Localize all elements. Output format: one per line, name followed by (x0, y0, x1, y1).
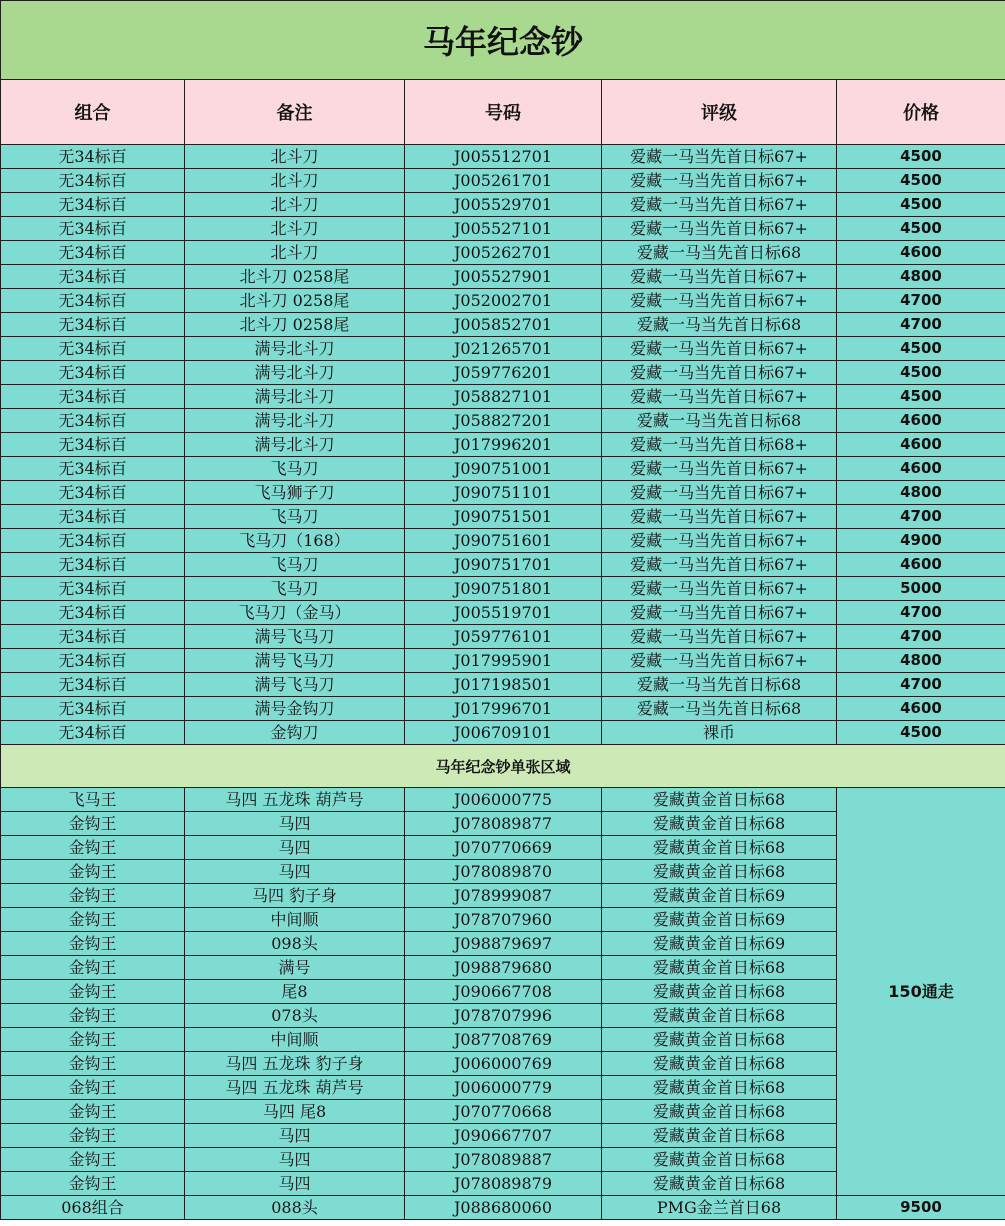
table-row (1, 193, 1005, 217)
group-cell: 无34标百 (1, 697, 185, 721)
group-cell: 无34标百 (1, 721, 185, 745)
grade-cell: 爱藏黄金首日标69 (602, 932, 837, 956)
note-cell: 马四 (185, 860, 405, 884)
note-cell: 中间顺 (185, 908, 405, 932)
note-cell: 满号飞马刀 (185, 649, 405, 673)
grade-cell: 爱藏一马当先首日标67+ (602, 289, 837, 313)
number-cell: J070770668 (405, 1100, 602, 1124)
note-cell: 满号北斗刀 (185, 409, 405, 433)
number-cell: J005261701 (405, 169, 602, 193)
number-cell: J078707960 (405, 908, 602, 932)
grade-cell: 爱藏一马当先首日标68 (602, 697, 837, 721)
table-row (1, 409, 1005, 433)
number-cell: J017996201 (405, 433, 602, 457)
number-cell: J058827201 (405, 409, 602, 433)
price-cell: 4800 (837, 649, 1005, 673)
price-cell: 4700 (837, 601, 1005, 625)
group-cell: 金钩王 (1, 860, 185, 884)
number-cell: J017996701 (405, 697, 602, 721)
table-row (1, 481, 1005, 505)
number-cell: J078089879 (405, 1172, 602, 1196)
grade-cell: 爱藏一马当先首日标68 (602, 313, 837, 337)
price-cell: 4800 (837, 265, 1005, 289)
group-cell: 无34标百 (1, 145, 185, 169)
grade-cell: 爱藏黄金首日标69 (602, 908, 837, 932)
note-cell: 北斗刀 0258尾 (185, 313, 405, 337)
group-cell: 无34标百 (1, 529, 185, 553)
grade-cell: 爱藏黄金首日标68 (602, 860, 837, 884)
price-cell: 4500 (837, 361, 1005, 385)
grade-cell: 爱藏黄金首日标68 (602, 956, 837, 980)
grade-cell: 爱藏一马当先首日标68 (602, 241, 837, 265)
page-title: 马年纪念钞 (1, 1, 1005, 80)
group-cell: 金钩王 (1, 1148, 185, 1172)
section-title: 马年纪念钞单张区域 (1, 745, 1005, 788)
price-cell: 9500 (837, 1196, 1005, 1220)
note-cell: 北斗刀 0258尾 (185, 265, 405, 289)
merged-price-cell: 150通走 (837, 788, 1005, 1196)
number-cell: J078089887 (405, 1148, 602, 1172)
number-cell: J078089870 (405, 860, 602, 884)
table-row (1, 697, 1005, 721)
table-row (1, 265, 1005, 289)
note-cell: 飞马狮子刀 (185, 481, 405, 505)
grade-cell: 爱藏一马当先首日标67+ (602, 529, 837, 553)
number-cell: J005852701 (405, 313, 602, 337)
note-cell: 马四 (185, 1172, 405, 1196)
grade-cell: 爱藏一马当先首日标67+ (602, 361, 837, 385)
group-cell: 无34标百 (1, 265, 185, 289)
group-cell: 无34标百 (1, 409, 185, 433)
price-cell: 4700 (837, 625, 1005, 649)
table-row (1, 433, 1005, 457)
number-cell: J090751601 (405, 529, 602, 553)
number-cell: J005262701 (405, 241, 602, 265)
note-cell: 尾8 (185, 980, 405, 1004)
grade-cell: 爱藏一马当先首日标67+ (602, 601, 837, 625)
table-row (1, 337, 1005, 361)
grade-cell: 裸币 (602, 721, 837, 745)
grade-cell: 爱藏一马当先首日标68 (602, 409, 837, 433)
header-row (1, 80, 1005, 145)
number-cell: J017995901 (405, 649, 602, 673)
grade-cell: 爱藏一马当先首日标67+ (602, 649, 837, 673)
grade-cell: 爱藏黄金首日标68 (602, 1148, 837, 1172)
note-cell: 满号飞马刀 (185, 625, 405, 649)
grade-cell: 爱藏黄金首日标68 (602, 788, 837, 812)
group-cell: 金钩王 (1, 1004, 185, 1028)
grade-cell: 爱藏一马当先首日标67+ (602, 265, 837, 289)
number-cell: J078707996 (405, 1004, 602, 1028)
group-cell: 无34标百 (1, 649, 185, 673)
number-cell: J058827101 (405, 385, 602, 409)
group-cell: 无34标百 (1, 289, 185, 313)
note-cell: 飞马刀 (185, 553, 405, 577)
number-cell: J005512701 (405, 145, 602, 169)
note-cell: 北斗刀 (185, 241, 405, 265)
price-cell: 4700 (837, 313, 1005, 337)
note-cell: 满号 (185, 956, 405, 980)
price-cell: 4500 (837, 169, 1005, 193)
number-cell: J017198501 (405, 673, 602, 697)
grade-cell: 爱藏一马当先首日标67+ (602, 193, 837, 217)
group-cell: 金钩王 (1, 1100, 185, 1124)
note-cell: 飞马刀（金马） (185, 601, 405, 625)
group-cell: 无34标百 (1, 169, 185, 193)
grade-cell: 爱藏黄金首日标68 (602, 1100, 837, 1124)
price-cell: 4500 (837, 337, 1005, 361)
table-row (1, 457, 1005, 481)
group-cell: 无34标百 (1, 385, 185, 409)
number-cell: J078089877 (405, 812, 602, 836)
price-cell: 4500 (837, 217, 1005, 241)
note-cell: 满号北斗刀 (185, 337, 405, 361)
column-header-note: 备注 (185, 80, 405, 145)
group-cell: 金钩王 (1, 1172, 185, 1196)
group-cell: 金钩王 (1, 1028, 185, 1052)
number-cell: J006709101 (405, 721, 602, 745)
price-cell: 4700 (837, 505, 1005, 529)
group-cell: 无34标百 (1, 337, 185, 361)
grade-cell: 爱藏一马当先首日标67+ (602, 169, 837, 193)
price-cell: 4600 (837, 553, 1005, 577)
grade-cell: 爱藏一马当先首日标68 (602, 673, 837, 697)
group-cell: 无34标百 (1, 193, 185, 217)
table-row (1, 505, 1005, 529)
table-row (1, 169, 1005, 193)
grade-cell: 爱藏一马当先首日标67+ (602, 385, 837, 409)
note-cell: 中间顺 (185, 1028, 405, 1052)
note-cell: 满号北斗刀 (185, 361, 405, 385)
table-row (1, 1196, 1005, 1220)
number-cell: J087708769 (405, 1028, 602, 1052)
number-cell: J078999087 (405, 884, 602, 908)
grade-cell: 爱藏一马当先首日标67+ (602, 145, 837, 169)
table-row (1, 217, 1005, 241)
table-row (1, 721, 1005, 745)
note-cell: 088头 (185, 1196, 405, 1220)
grade-cell: 爱藏黄金首日标68 (602, 1052, 837, 1076)
note-cell: 金钩刀 (185, 721, 405, 745)
number-cell: J098879697 (405, 932, 602, 956)
group-cell: 无34标百 (1, 553, 185, 577)
note-cell: 满号北斗刀 (185, 433, 405, 457)
note-cell: 飞马刀 (185, 457, 405, 481)
group-cell: 金钩王 (1, 908, 185, 932)
table-row (1, 673, 1005, 697)
note-cell: 北斗刀 0258尾 (185, 289, 405, 313)
column-header-grade: 评级 (602, 80, 837, 145)
group-cell: 无34标百 (1, 313, 185, 337)
number-cell: J090751801 (405, 577, 602, 601)
table-row (1, 625, 1005, 649)
note-cell: 北斗刀 (185, 145, 405, 169)
group-cell: 金钩王 (1, 836, 185, 860)
number-cell: J006000779 (405, 1076, 602, 1100)
note-cell: 飞马刀（168） (185, 529, 405, 553)
column-header-group: 组合 (1, 80, 185, 145)
grade-cell: 爱藏一马当先首日标67+ (602, 505, 837, 529)
price-cell: 4500 (837, 193, 1005, 217)
group-cell: 金钩王 (1, 884, 185, 908)
note-cell: 北斗刀 (185, 217, 405, 241)
group-cell: 无34标百 (1, 505, 185, 529)
number-cell: J090667708 (405, 980, 602, 1004)
group-cell: 无34标百 (1, 577, 185, 601)
group-cell: 无34标百 (1, 241, 185, 265)
table-row (1, 649, 1005, 673)
grade-cell: 爱藏一马当先首日标67+ (602, 577, 837, 601)
table-row (1, 553, 1005, 577)
number-cell: J005527101 (405, 217, 602, 241)
grade-cell: 爱藏黄金首日标68 (602, 812, 837, 836)
number-cell: J090751701 (405, 553, 602, 577)
group-cell: 金钩王 (1, 812, 185, 836)
group-cell: 金钩王 (1, 1124, 185, 1148)
group-cell: 飞马王 (1, 788, 185, 812)
grade-cell: 爱藏一马当先首日标67+ (602, 457, 837, 481)
grade-cell: 爱藏一马当先首日标67+ (602, 553, 837, 577)
group-cell: 金钩王 (1, 1076, 185, 1100)
grade-cell: 爱藏一马当先首日标67+ (602, 625, 837, 649)
note-cell: 北斗刀 (185, 169, 405, 193)
group-cell: 无34标百 (1, 673, 185, 697)
number-cell: J059776201 (405, 361, 602, 385)
note-cell: 马四 五龙珠 葫芦号 (185, 788, 405, 812)
column-header-number: 号码 (405, 80, 602, 145)
table-row (1, 577, 1005, 601)
grade-cell: 爱藏一马当先首日标67+ (602, 481, 837, 505)
number-cell: J098879680 (405, 956, 602, 980)
group-cell: 无34标百 (1, 481, 185, 505)
price-cell: 4600 (837, 433, 1005, 457)
grade-cell: 爱藏黄金首日标68 (602, 836, 837, 860)
grade-cell: 爱藏黄金首日标68 (602, 1076, 837, 1100)
table-row (1, 289, 1005, 313)
number-cell: J005527901 (405, 265, 602, 289)
note-cell: 马四 (185, 1148, 405, 1172)
price-cell: 4900 (837, 529, 1005, 553)
grade-cell: 爱藏黄金首日标68 (602, 980, 837, 1004)
price-cell: 4700 (837, 289, 1005, 313)
group-cell: 金钩王 (1, 980, 185, 1004)
table-row (1, 385, 1005, 409)
price-cell: 4600 (837, 409, 1005, 433)
note-cell: 满号金钩刀 (185, 697, 405, 721)
table-row (1, 145, 1005, 169)
note-cell: 马四 豹子身 (185, 884, 405, 908)
group-cell: 金钩王 (1, 932, 185, 956)
number-cell: J090751001 (405, 457, 602, 481)
price-cell: 4500 (837, 145, 1005, 169)
note-cell: 马四 五龙珠 豹子身 (185, 1052, 405, 1076)
price-cell: 5000 (837, 577, 1005, 601)
table-row (1, 529, 1005, 553)
grade-cell: 爱藏黄金首日标68 (602, 1004, 837, 1028)
note-cell: 马四 (185, 1124, 405, 1148)
column-header-price: 价格 (837, 80, 1005, 145)
table-row (1, 313, 1005, 337)
number-cell: J088680060 (405, 1196, 602, 1220)
grade-cell: 爱藏黄金首日标68 (602, 1124, 837, 1148)
price-cell: 4700 (837, 673, 1005, 697)
group-cell: 无34标百 (1, 457, 185, 481)
table-row (1, 241, 1005, 265)
group-cell: 无34标百 (1, 625, 185, 649)
note-cell: 马四 (185, 812, 405, 836)
price-cell: 4500 (837, 385, 1005, 409)
price-cell: 4500 (837, 721, 1005, 745)
group-cell: 无34标百 (1, 601, 185, 625)
note-cell: 马四 五龙珠 葫芦号 (185, 1076, 405, 1100)
price-cell: 4600 (837, 241, 1005, 265)
note-cell: 马四 (185, 836, 405, 860)
grade-cell: 爱藏黄金首日标68 (602, 1172, 837, 1196)
grade-cell: 爱藏一马当先首日标67+ (602, 217, 837, 241)
group-cell: 无34标百 (1, 433, 185, 457)
table-row (1, 788, 1005, 812)
grade-cell: PMG金兰首日68 (602, 1196, 837, 1220)
table-row (1, 361, 1005, 385)
grade-cell: 爱藏一马当先首日标68+ (602, 433, 837, 457)
note-cell: 满号飞马刀 (185, 673, 405, 697)
table-row (1, 601, 1005, 625)
number-cell: J005519701 (405, 601, 602, 625)
number-cell: J090751501 (405, 505, 602, 529)
group-cell: 无34标百 (1, 361, 185, 385)
number-cell: J070770669 (405, 836, 602, 860)
number-cell: J005529701 (405, 193, 602, 217)
note-cell: 飞马刀 (185, 505, 405, 529)
number-cell: J090667707 (405, 1124, 602, 1148)
group-cell: 068组合 (1, 1196, 185, 1220)
number-cell: J052002701 (405, 289, 602, 313)
note-cell: 078头 (185, 1004, 405, 1028)
group-cell: 金钩王 (1, 1052, 185, 1076)
number-cell: J090751101 (405, 481, 602, 505)
grade-cell: 爱藏黄金首日标69 (602, 884, 837, 908)
grade-cell: 爱藏一马当先首日标67+ (602, 337, 837, 361)
grade-cell: 爱藏黄金首日标68 (602, 1028, 837, 1052)
note-cell: 飞马刀 (185, 577, 405, 601)
number-cell: J059776101 (405, 625, 602, 649)
number-cell: J006000769 (405, 1052, 602, 1076)
price-cell: 4600 (837, 697, 1005, 721)
number-cell: J006000775 (405, 788, 602, 812)
section-title-row (1, 745, 1005, 788)
note-cell: 北斗刀 (185, 193, 405, 217)
group-cell: 无34标百 (1, 217, 185, 241)
note-cell: 满号北斗刀 (185, 385, 405, 409)
note-cell: 098头 (185, 932, 405, 956)
group-cell: 金钩王 (1, 956, 185, 980)
price-cell: 4800 (837, 481, 1005, 505)
note-cell: 马四 尾8 (185, 1100, 405, 1124)
price-cell: 4600 (837, 457, 1005, 481)
number-cell: J021265701 (405, 337, 602, 361)
